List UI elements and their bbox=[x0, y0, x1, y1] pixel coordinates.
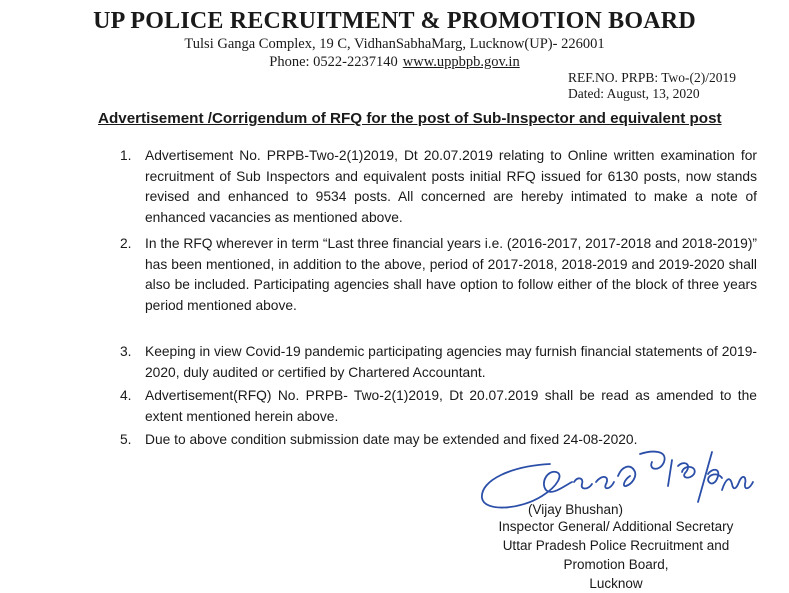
item-number: 3. bbox=[120, 344, 132, 359]
office-address: Tulsi Ganga Complex, 19 C, VidhanSabhaMarg, Lucknow(UP)- 226001 bbox=[184, 36, 605, 52]
signer-designation-line: Lucknow bbox=[589, 576, 643, 591]
item-text: Keeping in view Covid-19 pandemic participating agencies may furnish financial statements of 2019-2020, duly audited or certified by Chartered Accountant. bbox=[145, 344, 758, 380]
item-text: In the RFQ wherever in term “Last three financial years i.e. (2016-2017, 2017-2018 and 2018-2019)” has been mentioned, in addition to the above, period of 2017-2018, 2018-2019 and 2019-2020 shall also be included. Participating agencies shall have option to follow either of the block of three years period mentioned above. bbox=[145, 236, 758, 313]
document-date: Dated: August, 13, 2020 bbox=[568, 86, 700, 101]
item-number: 4. bbox=[120, 388, 132, 403]
item-number: 1. bbox=[120, 148, 132, 163]
item-text: Due to above condition submission date may be extended and fixed 24-08-2020. bbox=[145, 432, 638, 447]
item-text: Advertisement No. PRPB-Two-2(1)2019, Dt 20.07.2019 relating to Online written examination for recruitment of Sub Inspectors and equivalent posts initial RFQ issued for 6130 posts, now stands revised and enhanced to 9534 posts. All concerned are hereby intimated to make a note of enhanced vacancies as mentioned above. bbox=[145, 148, 757, 225]
signer-name: (Vijay Bhushan) bbox=[528, 502, 624, 517]
signer-designation-line: Uttar Pradesh Police Recruitment and bbox=[502, 538, 730, 553]
signer-designation-line: Inspector General/ Additional Secretary bbox=[498, 519, 734, 534]
item-text: Advertisement(RFQ) No. PRPB- Two-2(1)2019, Dt 20.07.2019 shall be read as amended to the extent mentioned herein above. bbox=[145, 388, 757, 424]
phone-number: Phone: 0522-2237140 bbox=[269, 54, 398, 70]
item-number: 2. bbox=[120, 236, 132, 251]
item-number: 5. bbox=[120, 432, 132, 447]
signer-designation-line: Promotion Board, bbox=[563, 557, 669, 572]
contact-line bbox=[0, 54, 789, 71]
signature-ink bbox=[482, 452, 753, 508]
board-title: UP POLICE RECRUITMENT & PROMOTION BOARD bbox=[93, 8, 696, 34]
reference-number: REF.NO. PRPB: Two-(2)/2019 bbox=[568, 70, 736, 85]
subject-heading: Advertisement /Corrigendum of RFQ for the post of Sub-Inspector and equivalent post bbox=[98, 110, 722, 127]
website-link[interactable]: www.uppbpb.gov.in bbox=[402, 54, 520, 70]
